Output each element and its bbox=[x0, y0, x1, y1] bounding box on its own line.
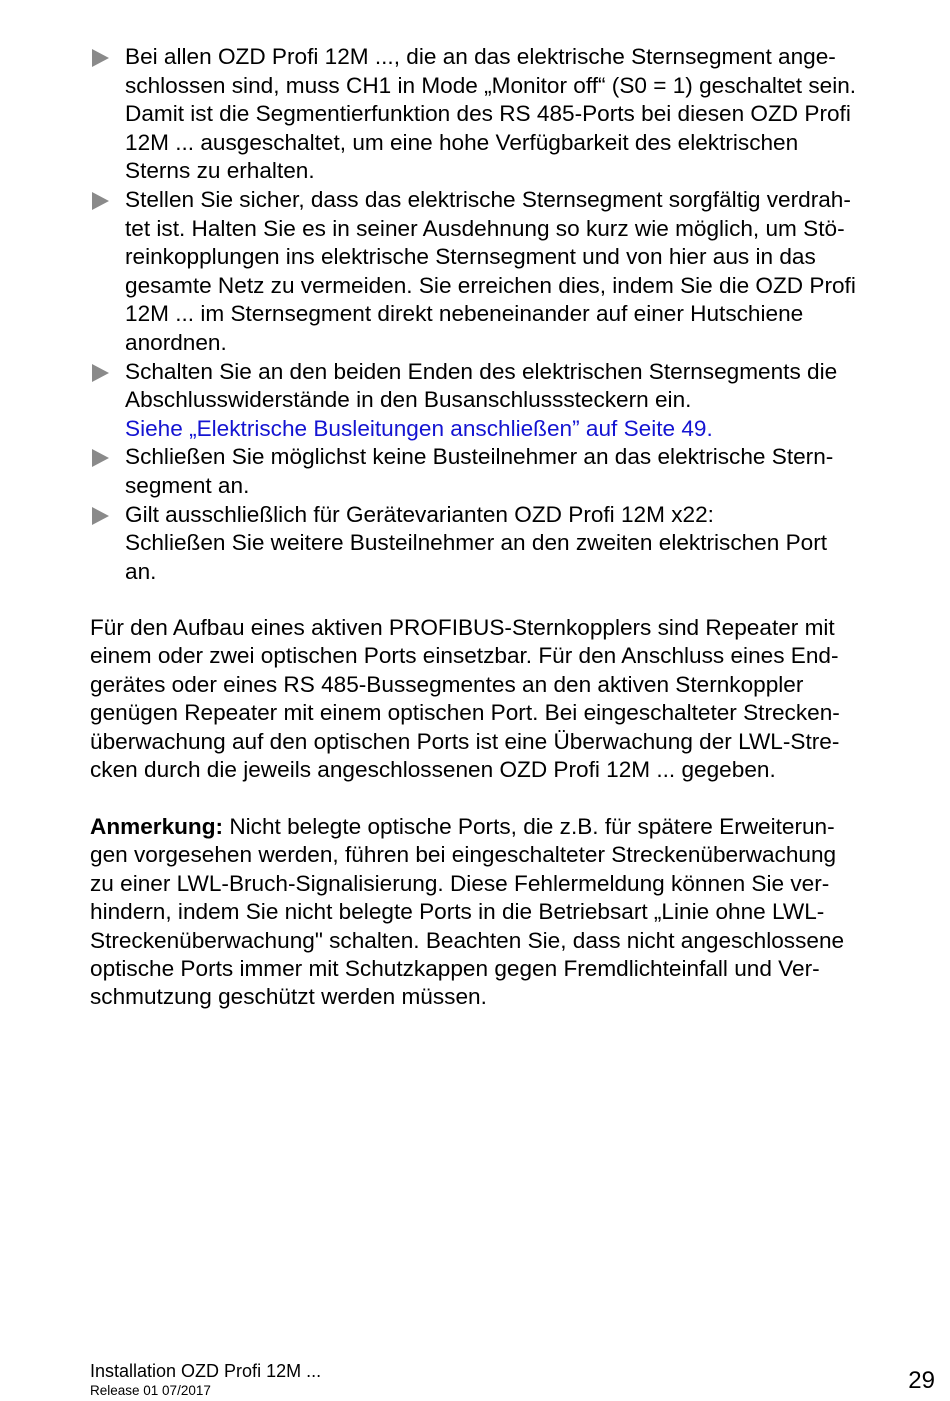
text-line: schlossen sind, muss CH1 in Mode „Monitor off“ (S0 = 1) geschaltet sein. bbox=[125, 72, 857, 98]
note-label: Anmerkung: bbox=[90, 814, 224, 839]
instruction-item bbox=[90, 43, 930, 186]
text-line: gerätes oder eines RS 485-Bussegmentes an den aktiven Sternkoppler bbox=[90, 671, 804, 697]
instruction-item bbox=[90, 443, 930, 500]
text-line: genügen Repeater mit einem optischen Port. Bei eingeschalteter Strecken- bbox=[90, 700, 840, 726]
text-line: schmutzung geschützt werden müssen. bbox=[90, 984, 487, 1010]
text-line: Schließen Sie möglichst keine Busteilnehmer an das elektrische Stern- bbox=[125, 444, 834, 470]
text-line: Abschlusswiderstände in den Busanschlusssteckern ein. bbox=[125, 387, 692, 413]
text-line: gesamte Netz zu vermeiden. Sie erreichen dies, indem Sie die OZD Profi bbox=[125, 272, 856, 298]
triangle-right-icon bbox=[92, 449, 109, 467]
text-line: Schalten Sie an den beiden Enden des elektrischen Sternsegments die bbox=[125, 358, 838, 384]
text-line: Gilt ausschließlich für Gerätevarianten OZD Profi 12M x22: bbox=[125, 501, 714, 527]
text-line: zu einer LWL-Bruch-Signalisierung. Diese Fehlermeldung können Sie ver- bbox=[90, 870, 830, 896]
text-line: tet ist. Halten Sie es in seiner Ausdehnung so kurz wie möglich, um Stö- bbox=[125, 215, 845, 241]
text-line bbox=[90, 813, 935, 841]
text-line: hindern, indem Sie nicht belegte Ports in die Betriebsart „Linie ohne LWL- bbox=[90, 899, 825, 925]
text-line: Sterns zu erhalten. bbox=[125, 158, 315, 184]
triangle-right-icon bbox=[92, 364, 109, 382]
page-footer bbox=[90, 1361, 935, 1401]
text-line: gen vorgesehen werden, führen bei eingeschalteter Streckenüberwachung bbox=[90, 842, 837, 868]
text-line: reinkopplungen ins elektrische Sternsegment und von hier aus in das bbox=[125, 244, 816, 270]
cross-reference-link[interactable]: Siehe „Elektrische Busleitungen anschließen” auf Seite 49. bbox=[125, 415, 713, 441]
text-line: 12M ... ausgeschaltet, um eine hohe Verfügbarkeit des elektrischen bbox=[125, 129, 799, 155]
text-line: optische Ports immer mit Schutzkappen gegen Fremdlichteinfall und Ver- bbox=[90, 956, 820, 982]
instruction-list bbox=[90, 43, 930, 586]
note-paragraph bbox=[90, 813, 935, 1012]
text-line: cken durch die jeweils angeschlossenen OZD Profi 12M ... gegeben. bbox=[90, 757, 776, 783]
triangle-right-icon bbox=[92, 49, 109, 67]
text-line: Damit ist die Segmentierfunktion des RS 485-Ports bei diesen OZD Profi bbox=[125, 101, 851, 127]
body-paragraph bbox=[90, 614, 935, 784]
page-number: 29 bbox=[908, 1367, 935, 1394]
text-line: anordnen. bbox=[125, 329, 227, 355]
instruction-item bbox=[90, 358, 930, 444]
text-line: 12M ... im Sternsegment direkt nebeneinander auf einer Hutschiene bbox=[125, 301, 804, 327]
footer-document-title: Installation OZD Profi 12M ... bbox=[90, 1361, 322, 1381]
footer-release: Release 01 07/2017 bbox=[90, 1383, 211, 1398]
text-line: einem oder zwei optischen Ports einsetzbar. Für den Anschluss eines End- bbox=[90, 643, 839, 669]
text-line: segment an. bbox=[125, 472, 250, 498]
text-line: überwachung auf den optischen Ports ist eine Überwachung der LWL-Stre- bbox=[90, 728, 840, 754]
text-line: Bei allen OZD Profi 12M ..., die an das elektrische Sternsegment ange- bbox=[125, 44, 836, 69]
text-line: an. bbox=[125, 558, 157, 584]
note-text: Nicht belegte optische Ports, die z.B. für spätere Erweiterun- bbox=[223, 814, 835, 839]
instruction-item bbox=[90, 186, 930, 358]
triangle-right-icon bbox=[92, 192, 109, 210]
text-line: Für den Aufbau eines aktiven PROFIBUS-Sternkopplers sind Repeater mit bbox=[90, 615, 835, 640]
text-line: Schließen Sie weitere Busteilnehmer an den zweiten elektrischen Port bbox=[125, 530, 828, 556]
text-line: Streckenüberwachung" schalten. Beachten Sie, dass nicht angeschlossene bbox=[90, 927, 845, 953]
text-line: Stellen Sie sicher, dass das elektrische Sternsegment sorgfältig verdrah- bbox=[125, 186, 851, 212]
triangle-right-icon bbox=[92, 507, 109, 525]
instruction-item bbox=[90, 501, 930, 587]
